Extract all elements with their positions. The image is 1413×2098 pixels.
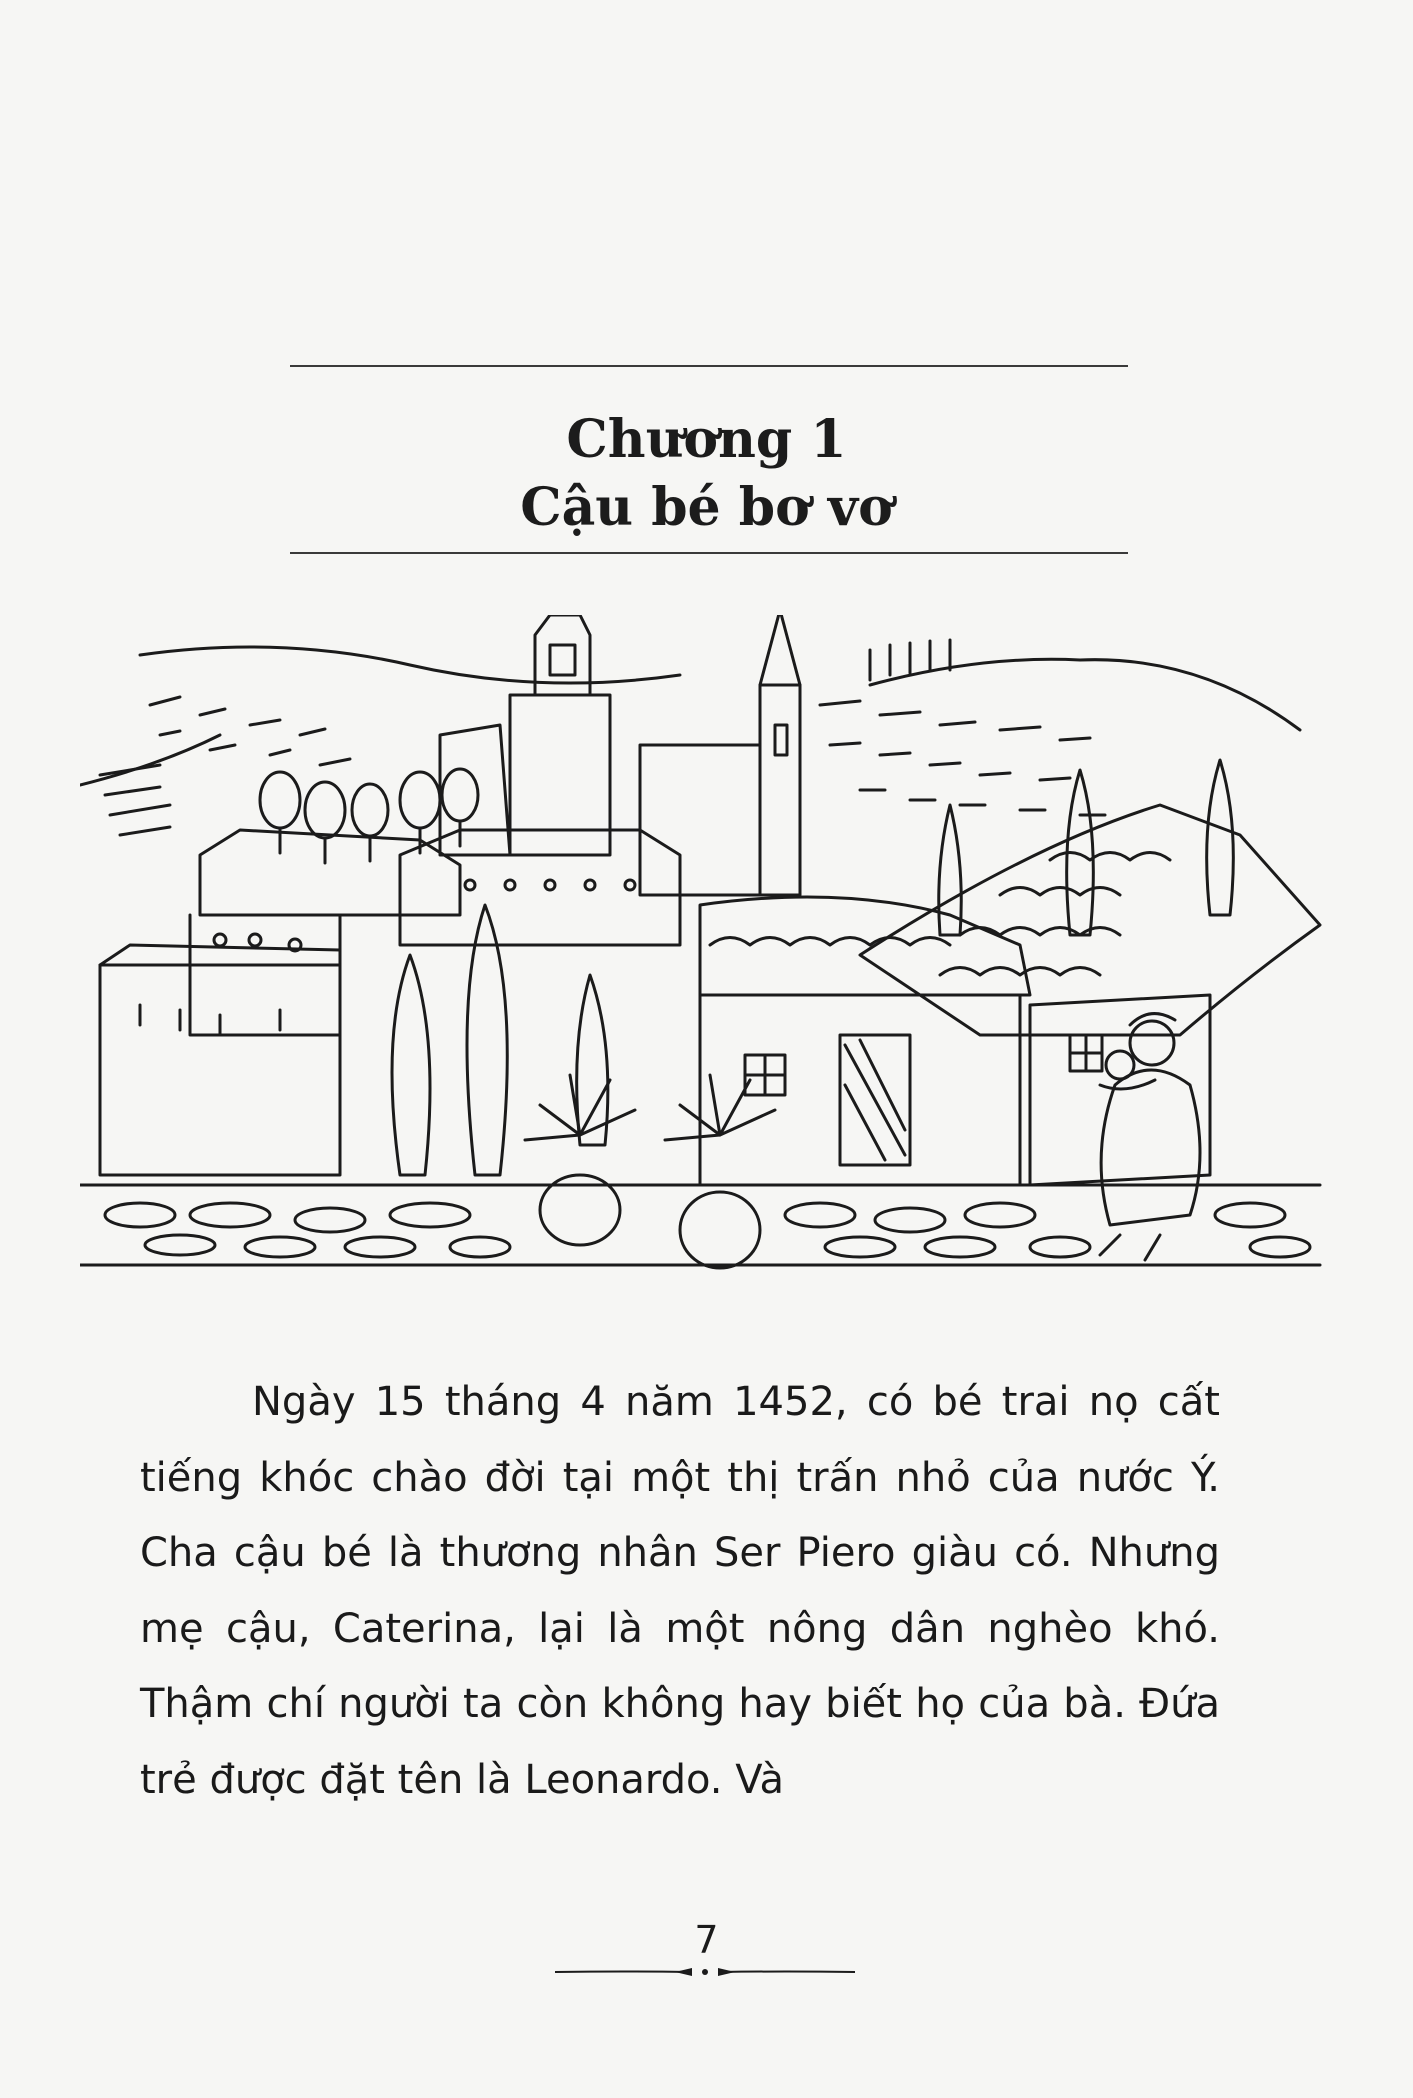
- chapter-title: Cậu bé bơ vơ: [520, 477, 893, 538]
- chapter-number: Chương 1: [566, 409, 847, 470]
- bottom-rule: [290, 552, 1128, 554]
- body-paragraph: Ngày 15 tháng 4 năm 1452, có bé trai nọ cất tiếng khóc chào đời tại một thị trấn nhỏ của nước Ý. Cha cậu bé là thương nhân Ser Piero giàu có. Nhưng mẹ cậu, Caterina, lại là một nông dân nghèo khó. Thậm chí người ta còn không hay biết họ của bà. Đứa trẻ được đặt tên là Leonardo. Và: [140, 1379, 1220, 1803]
- body-text: [140, 1365, 1220, 1818]
- village-sketch-illustration: [80, 615, 1330, 1315]
- page-number-ornament-icon: [555, 1962, 855, 1982]
- page-number: 7: [694, 1918, 719, 1962]
- top-rule: [290, 365, 1128, 367]
